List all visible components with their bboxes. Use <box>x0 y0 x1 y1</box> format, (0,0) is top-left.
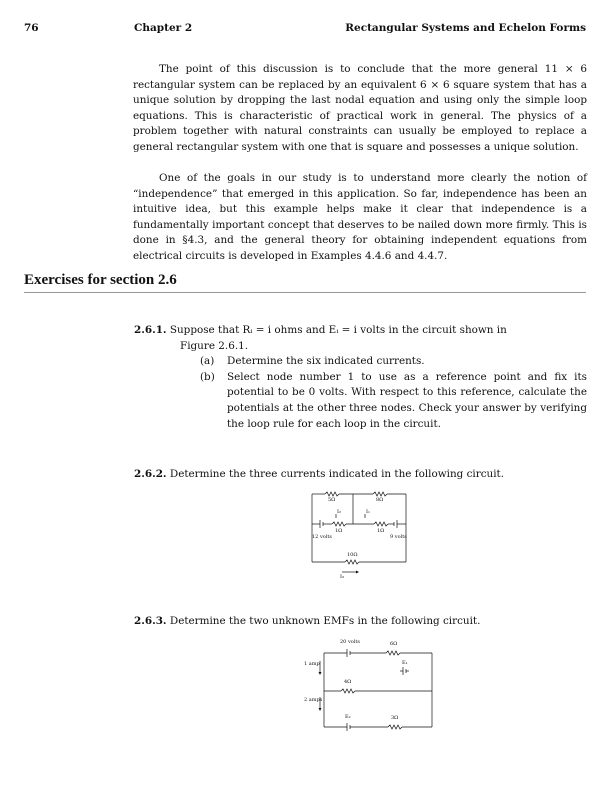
exercise-number: 2.6.2. <box>134 468 167 480</box>
circuit-figure-2 <box>304 633 434 733</box>
emf-label: E₁ <box>402 660 408 666</box>
chapter-label: Chapter 2 <box>134 22 193 34</box>
part-label: (b) <box>200 370 215 383</box>
exercise-text: Determine the three currents indicated in the following circuit. <box>169 468 505 480</box>
paragraph-conclusion: The point of this discussion is to conclude that the more general 11 × 6 rectangular system can be replaced by an equivalent 6 × 6 square system that has a unique solution by dropping the last nodal equation and using only the simple loop equations. This is characteristic of practical work in general. The physics of a problem together with natural constraints can usually be employed to replace a general rectangular system with one that is square and possesses a unique solution. <box>133 63 587 153</box>
part-label: (a) <box>200 355 215 368</box>
circuit-diagram <box>304 633 434 733</box>
page-header <box>24 22 586 38</box>
exercise-part-a <box>134 354 587 370</box>
circuit-diagram <box>310 486 410 584</box>
resistor-label: 1Ω <box>377 528 385 534</box>
resistor-label: 1Ω <box>335 528 343 534</box>
page-number: 76 <box>24 22 39 34</box>
voltage-label: 9 volts <box>390 534 407 540</box>
exercise-text-cont: Figure 2.6.1. <box>180 339 249 352</box>
section-title: Exercises for section 2.6 <box>24 272 177 288</box>
current-label: 2 amps <box>304 697 323 703</box>
part-text: Select node number 1 to use as a reference point and fix its potential to be 0 volts. With respect to this reference, calculate the potentials at the other three nodes. Check your answer by verifying the loop rule for each loop in the circuit. <box>227 370 587 430</box>
circuit-figure-1 <box>310 486 410 584</box>
current-label: I₃ <box>340 574 344 580</box>
voltage-label: 12 volts <box>312 534 332 540</box>
exercise-2-6-1 <box>134 323 587 432</box>
exercise-statement <box>134 323 587 339</box>
resistor-label: 4Ω <box>344 679 352 685</box>
exercise-number: 2.6.1. <box>134 324 167 336</box>
paragraph-independence: One of the goals in our study is to understand more clearly the notion of “independence” that emerged in this application. So far, independence has been an intuitive idea, but this example helps make it clear that independence is a fundamentally important concept that deserves to be nailed down more firmly. This is done in §4.3, and the general theory for obtaining independent equations from electrical circuits is developed in Examples 4.4.6 and 4.4.7. <box>133 172 587 262</box>
running-title: Rectangular Systems and Echelon Forms <box>345 22 586 34</box>
exercise-2-6-3 <box>134 614 587 630</box>
exercise-2-6-2 <box>134 467 587 483</box>
resistor-label: 5Ω <box>328 497 336 503</box>
section-divider <box>24 292 586 293</box>
current-label: I₂ <box>337 509 341 515</box>
resistor-label: 8Ω <box>376 497 384 503</box>
current-label: I₁ <box>366 509 370 515</box>
current-label: 1 amp <box>304 661 320 667</box>
part-text: Determine the six indicated currents. <box>227 355 425 368</box>
exercise-part-b <box>134 370 587 432</box>
exercise-number: 2.6.3. <box>134 615 167 627</box>
exercise-text: Suppose that Rᵢ = i ohms and Eᵢ = i volts in the circuit shown in <box>169 324 507 336</box>
emf-label: E₂ <box>345 714 351 720</box>
resistor-label: 3Ω <box>391 715 399 721</box>
exercise-text: Determine the two unknown EMFs in the following circuit. <box>169 615 481 627</box>
resistor-label: 10Ω <box>347 552 358 558</box>
resistor-label: 6Ω <box>390 641 398 647</box>
voltage-label: 20 volts <box>340 639 360 645</box>
